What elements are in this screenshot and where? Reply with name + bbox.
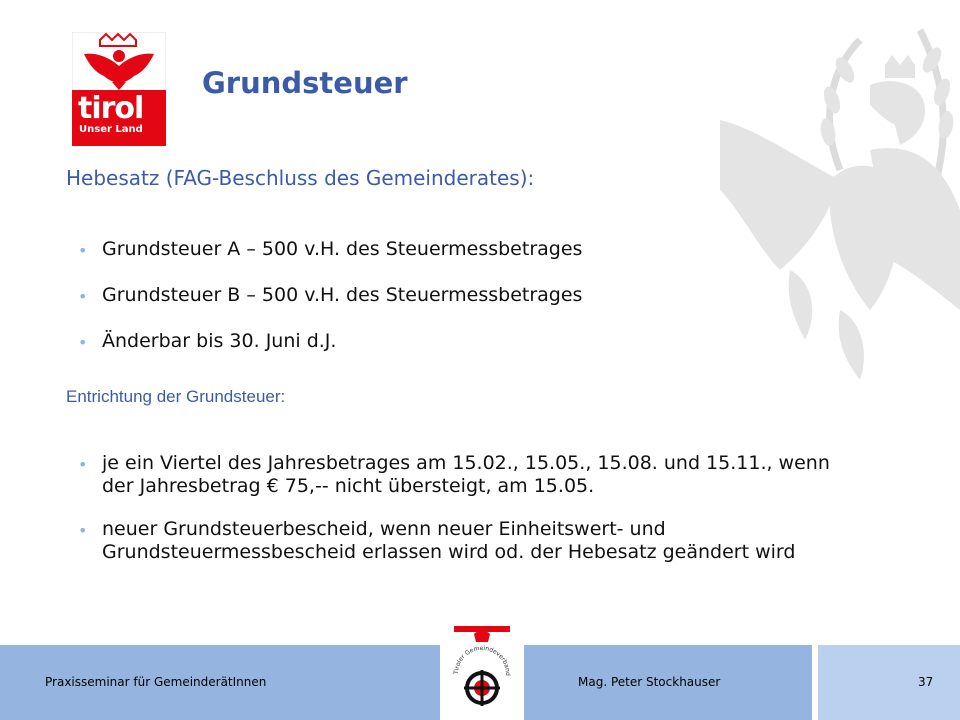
list-item	[78, 518, 838, 564]
slide-title: Grundsteuer	[202, 66, 408, 100]
footer-seminar-title: Praxisseminar für GemeinderätInnen	[45, 675, 267, 689]
bullet-list-hebesatz	[78, 238, 582, 376]
list-item-text: je ein Viertel des Jahresbetrages am 15.02., 15.05., 15.08. und 15.11., wenn der Jahresbetrag € 75,-- nicht übersteigt, am 15.05.	[102, 452, 830, 497]
footer-author: Mag. Peter Stockhauser	[578, 675, 721, 689]
bullet-icon: •	[78, 333, 88, 352]
tirol-logo	[72, 32, 166, 146]
logo-word: tirol	[78, 91, 144, 126]
slide-subtitle: Hebesatz (FAG-Beschluss des Gemeinderates):	[66, 166, 535, 190]
emblem-text: Tiroler Gemeindeverband	[452, 644, 512, 676]
logo-subtitle: Unser Land	[79, 124, 143, 135]
list-item	[78, 284, 582, 330]
list-item-text: neuer Grundsteuerbescheid, wenn neuer Einheitswert- und Grundsteuermessbescheid erlassen wird od. der Hebesatz geändert wird	[102, 518, 796, 563]
bullet-icon: •	[78, 521, 88, 540]
footer-band-right	[818, 645, 960, 720]
list-item	[78, 452, 838, 498]
bullet-icon: •	[78, 241, 88, 260]
page-number: 37	[918, 675, 934, 689]
bullet-icon: •	[78, 287, 88, 306]
bullet-list-entrichtung	[78, 452, 838, 584]
list-item	[78, 238, 582, 284]
bullet-icon: •	[78, 455, 88, 474]
list-item-text: Änderbar bis 30. Juni d.J.	[102, 330, 337, 352]
list-item-text: Grundsteuer B – 500 v.H. des Steuermessbetrages	[102, 284, 583, 306]
list-item	[78, 330, 582, 376]
list-item-text: Grundsteuer A – 500 v.H. des Steuermessbetrages	[102, 238, 583, 260]
section-heading-entrichtung: Entrichtung der Grundsteuer:	[66, 387, 286, 406]
gemeindeverband-emblem-icon	[444, 618, 520, 720]
eagle-watermark-icon	[720, 10, 960, 390]
